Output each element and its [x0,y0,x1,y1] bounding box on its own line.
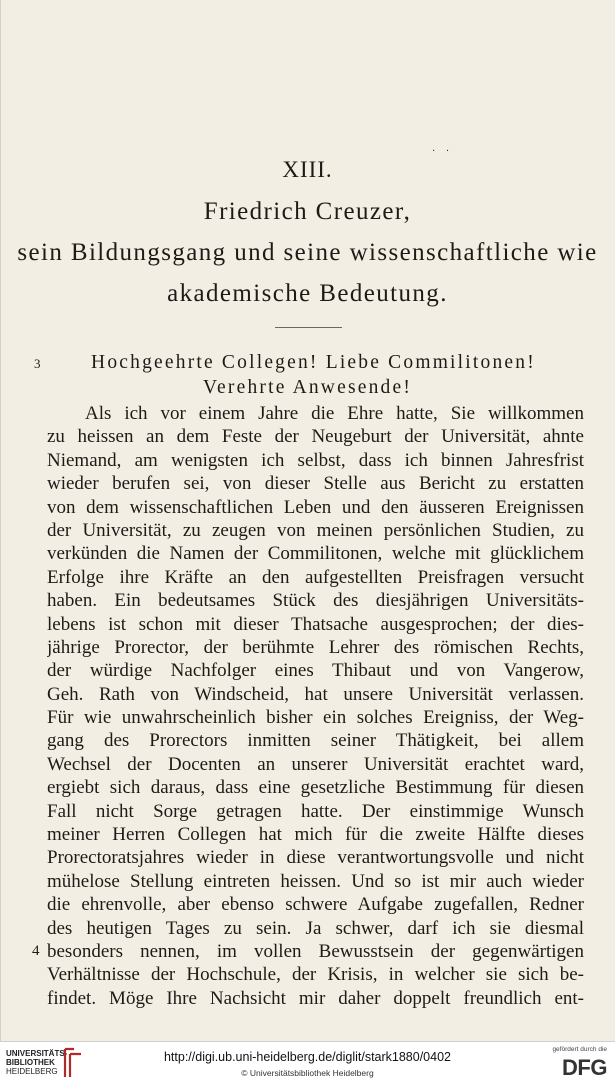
text-line: der würdige Nachfolger eines Thibaut und von Vangerow, [47,660,584,682]
title-divider [275,327,342,328]
logo-text-line: HEIDELBERG [6,1067,58,1076]
text-line: der Universität, zu zeugen von meinen persönlichen Studien, zu [47,519,584,541]
text-line: Für wie unwahrscheinlich bisher ein solches Ereigniss, der Weg- [47,707,584,729]
chapter-number: XIII. [282,157,333,182]
text-line: Prorectoratsjahres wieder in diese verantwortungsvolle und nicht [47,847,584,869]
permalink-url[interactable]: http://digi.ub.uni-heidelberg.de/diglit/stark1880/0402 [163,1050,451,1064]
text-line: Erfolge ihre Kräfte an den aufgestellten Preisfragen versucht [47,566,584,588]
logo-text-line: BIBLIOTHEK [6,1058,55,1067]
text-line: Verhältnisse der Hochschule, der Krisis, in welcher sie sich be- [47,964,584,986]
margin-number: 3 [34,356,41,371]
text-line: besonders nennen, im vollen Bewusstsein der gegenwärtigen [47,940,584,962]
text-line: gang des Prorectors inmitten seiner Thätigkeit, bei allem [47,730,584,752]
text-line: Niemand, am wenigsten ich selbst, dass ich binnen Jahresfrist [47,449,584,471]
salutation-line-2: Verehrte Anwesende! [202,377,413,398]
viewer-footer [0,1041,615,1086]
title-line-3: akademische Bedeutung. [167,280,448,307]
copyright-notice: © Universitätsbibliothek Heidelberg [241,1068,374,1078]
text-line: wieder berufen sei, von dieser Stelle aus Bericht zu erstatten [47,473,584,495]
text-line: mühelose Stellung eintreten heissen. Und so ist mir auch wieder [47,870,584,892]
text-line: verkünden die Namen der Commilitonen, welche mit glücklichem [47,543,584,565]
body-paragraph [47,402,584,1010]
text-line: zu heissen an dem Feste der Neugeburt der Universität, ahnte [47,426,584,448]
text-line: meiner Herren Collegen hat mich für die zweite Hälfte dieses [47,824,584,846]
margin-dots: · · [432,146,454,157]
text-line: Wechsel der Docenten an unserer Universität erachtet ward, [47,753,584,775]
text-line: des heutigen Tages zu sein. Ja schwer, darf ich sie diesmal [47,917,584,939]
salutation-line-1: Hochgeehrte Collegen! Liebe Commilitonen! [91,352,536,373]
dfg-caption: gefördert durch die [552,1046,607,1053]
text-line: Fall nicht Sorge getragen hatte. Der einstimmige Wunsch [47,800,584,822]
text-line: Als ich vor einem Jahre die Ehre hatte, Sie willkommen [85,403,584,424]
text-line: ergiebt sich daraus, dass eine gesetzliche Bestimmung für diesen [47,777,584,799]
logo-text-line: UNIVERSITÄTS- [6,1049,68,1058]
dfg-logo[interactable]: DFG [562,1055,607,1080]
text-line: findet. Möge Ihre Nachsicht mir daher doppelt freundlich ent- [47,987,584,1009]
text-line: die ehrenvolle, aber ebenso schwere Aufgabe zugefallen, Redner [47,894,584,916]
text-line: haben. Ein bedeutsames Stück des diesjährigen Universitäts- [47,590,584,612]
margin-number: 4 [32,943,40,959]
title-line-1: Friedrich Creuzer, [203,198,412,225]
title-line-2: sein Bildungsgang und seine wissenschaftliche wie [17,239,598,266]
text-line: lebens ist schon mit dieser Thatsache ausgesprochen; der dies- [47,613,584,635]
text-line: von dem wissenschaftlichen Leben und den äusseren Ereignissen [47,496,584,518]
text-line: Geh. Rath von Windscheid, hat unsere Universität verlassen. [47,683,584,705]
text-line: jährige Prorector, der berühmte Lehrer des römischen Rechts, [47,636,584,658]
